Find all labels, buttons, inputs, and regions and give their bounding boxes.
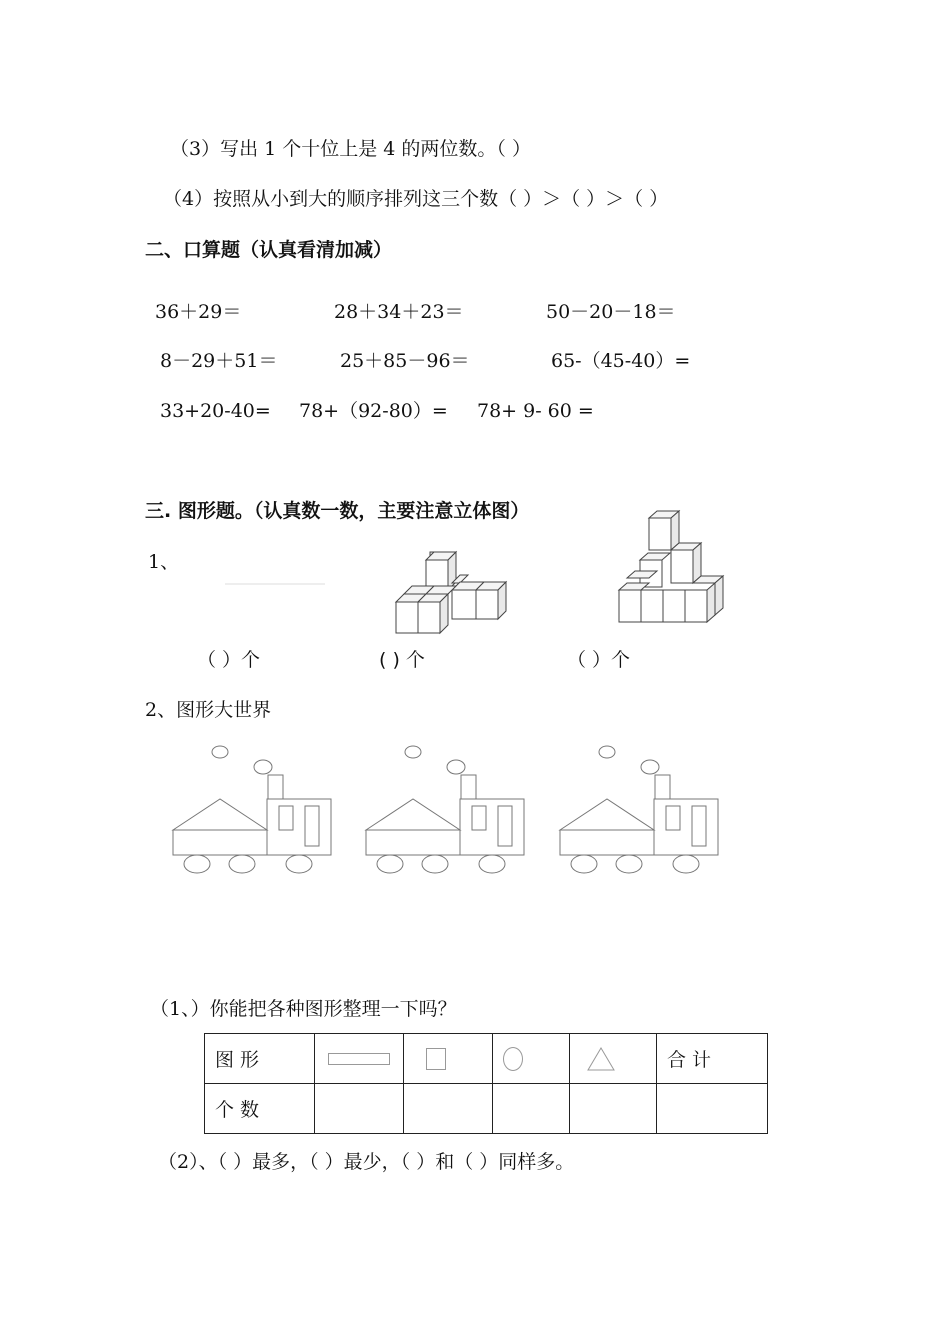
section-3-heading: 三. 图形题。（认真数一数，主要注意立体图） [145, 500, 530, 522]
table-row-counts [205, 1084, 768, 1134]
question-3: （3）写出 1 个十位上是 4 的两位数。（ ） [170, 138, 531, 160]
count-circle[interactable] [493, 1084, 570, 1134]
count-total[interactable] [657, 1084, 768, 1134]
triangle-icon [586, 1046, 616, 1072]
circle-icon [503, 1047, 523, 1071]
count-rectangle[interactable] [315, 1084, 404, 1134]
train-3 [560, 746, 718, 873]
cell-triangle [570, 1034, 657, 1084]
cell-square [404, 1034, 493, 1084]
section-2-heading: 二、口算题（认真看清加减） [145, 239, 393, 261]
question-1-label: 1、 [148, 551, 180, 573]
calc-1-3: 50－20－18＝ [546, 301, 676, 323]
cell-circle [493, 1034, 570, 1084]
sub-question-2: （2）、（ ）最多，（ ）最少，（ ）和（ ）同样多。 [158, 1151, 575, 1173]
calc-1-1: 36＋29＝ [155, 301, 242, 323]
calc-3-2: 78+（92-80）= [299, 400, 448, 422]
rectangle-icon [328, 1053, 390, 1065]
calc-3-3: 78+ 9- 60 = [477, 400, 594, 422]
calc-3-1: 33+20-40= [160, 400, 271, 422]
answer-1: （ ）个 [197, 649, 261, 671]
shape-count-table [204, 1033, 768, 1134]
answer-3: （ ）个 [567, 649, 631, 671]
table-label-count: 个 数 [205, 1084, 315, 1134]
question-4: （4）按照从小到大的顺序排列这三个数（ ）＞（ ）＞（ ） [163, 188, 669, 210]
count-square[interactable] [404, 1084, 493, 1134]
cube-stack-2 [396, 552, 506, 633]
question-2-label: 2、图形大世界 [145, 699, 272, 721]
calc-2-1: 8－29＋51＝ [160, 350, 278, 372]
table-label-total: 合 计 [657, 1034, 768, 1084]
train-2 [366, 746, 524, 873]
sub-question-1: （1、）你能把各种图形整理一下吗？ [150, 998, 457, 1020]
count-triangle[interactable] [570, 1084, 657, 1134]
square-icon [426, 1048, 446, 1070]
calc-2-3: 65-（45-40）= [551, 350, 691, 372]
table-row-shapes [205, 1034, 768, 1084]
cube-stack-3 [619, 511, 723, 622]
calc-2-2: 25＋85－96＝ [340, 350, 470, 372]
train-1 [173, 746, 331, 873]
table-label-shapes: 图 形 [205, 1034, 315, 1084]
calc-1-2: 28＋34＋23＝ [334, 301, 464, 323]
cell-rectangle [315, 1034, 404, 1084]
answer-2: ( ) 个 [379, 649, 425, 671]
